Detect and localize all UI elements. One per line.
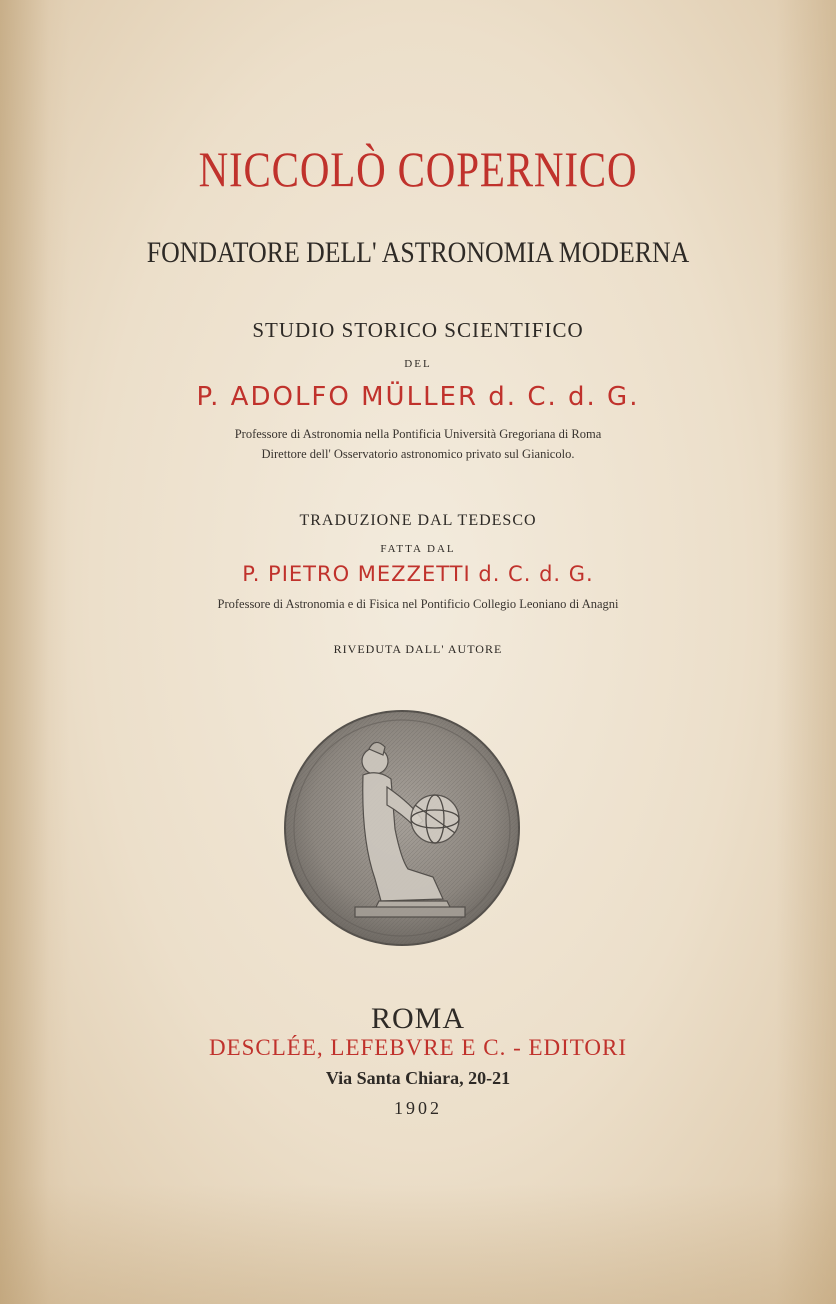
medallion-emblem: [283, 709, 521, 947]
book-subtitle: FONDATORE DELL' ASTRONOMIA MODERNA: [146, 236, 690, 269]
author-affiliation-2: Direttore dell' Osservatorio astronomico privato sul Gianicolo.: [261, 447, 575, 461]
publication-city: ROMA: [370, 1002, 465, 1035]
del-label: DEL: [404, 358, 432, 370]
revised-label: RIVEDUTA DALL' AUTORE: [333, 642, 503, 656]
publication-year: 1902: [394, 1098, 442, 1118]
author-affiliation-1: Professore di Astronomia nella Pontificia Università Gregoriana di Roma: [234, 427, 602, 441]
translator-affiliation: Professore di Astronomia e di Fisica nel Pontificio Collegio Leoniano di Anagni: [217, 597, 619, 611]
author-name: P. ADOLFO MÜLLER d. C. d. G.: [196, 382, 640, 412]
book-title: NICCOLÒ COPERNICO: [198, 141, 638, 197]
study-description: STUDIO STORICO SCIENTIFICO: [252, 318, 584, 342]
paper-stain-bottom: [0, 1184, 836, 1304]
translator-name: P. PIETRO MEZZETTI d. C. d. G.: [242, 562, 594, 586]
armillary-sphere: [411, 795, 459, 843]
publisher-address: Via Santa Chiara, 20-21: [325, 1068, 511, 1088]
publisher-name: DESCLÉE, LEFEBVRE E C. - EDITORI: [208, 1035, 628, 1060]
fatta-dal-label: FATTA DAL: [380, 543, 456, 555]
translation-label: TRADUZIONE DAL TEDESCO: [299, 512, 537, 529]
